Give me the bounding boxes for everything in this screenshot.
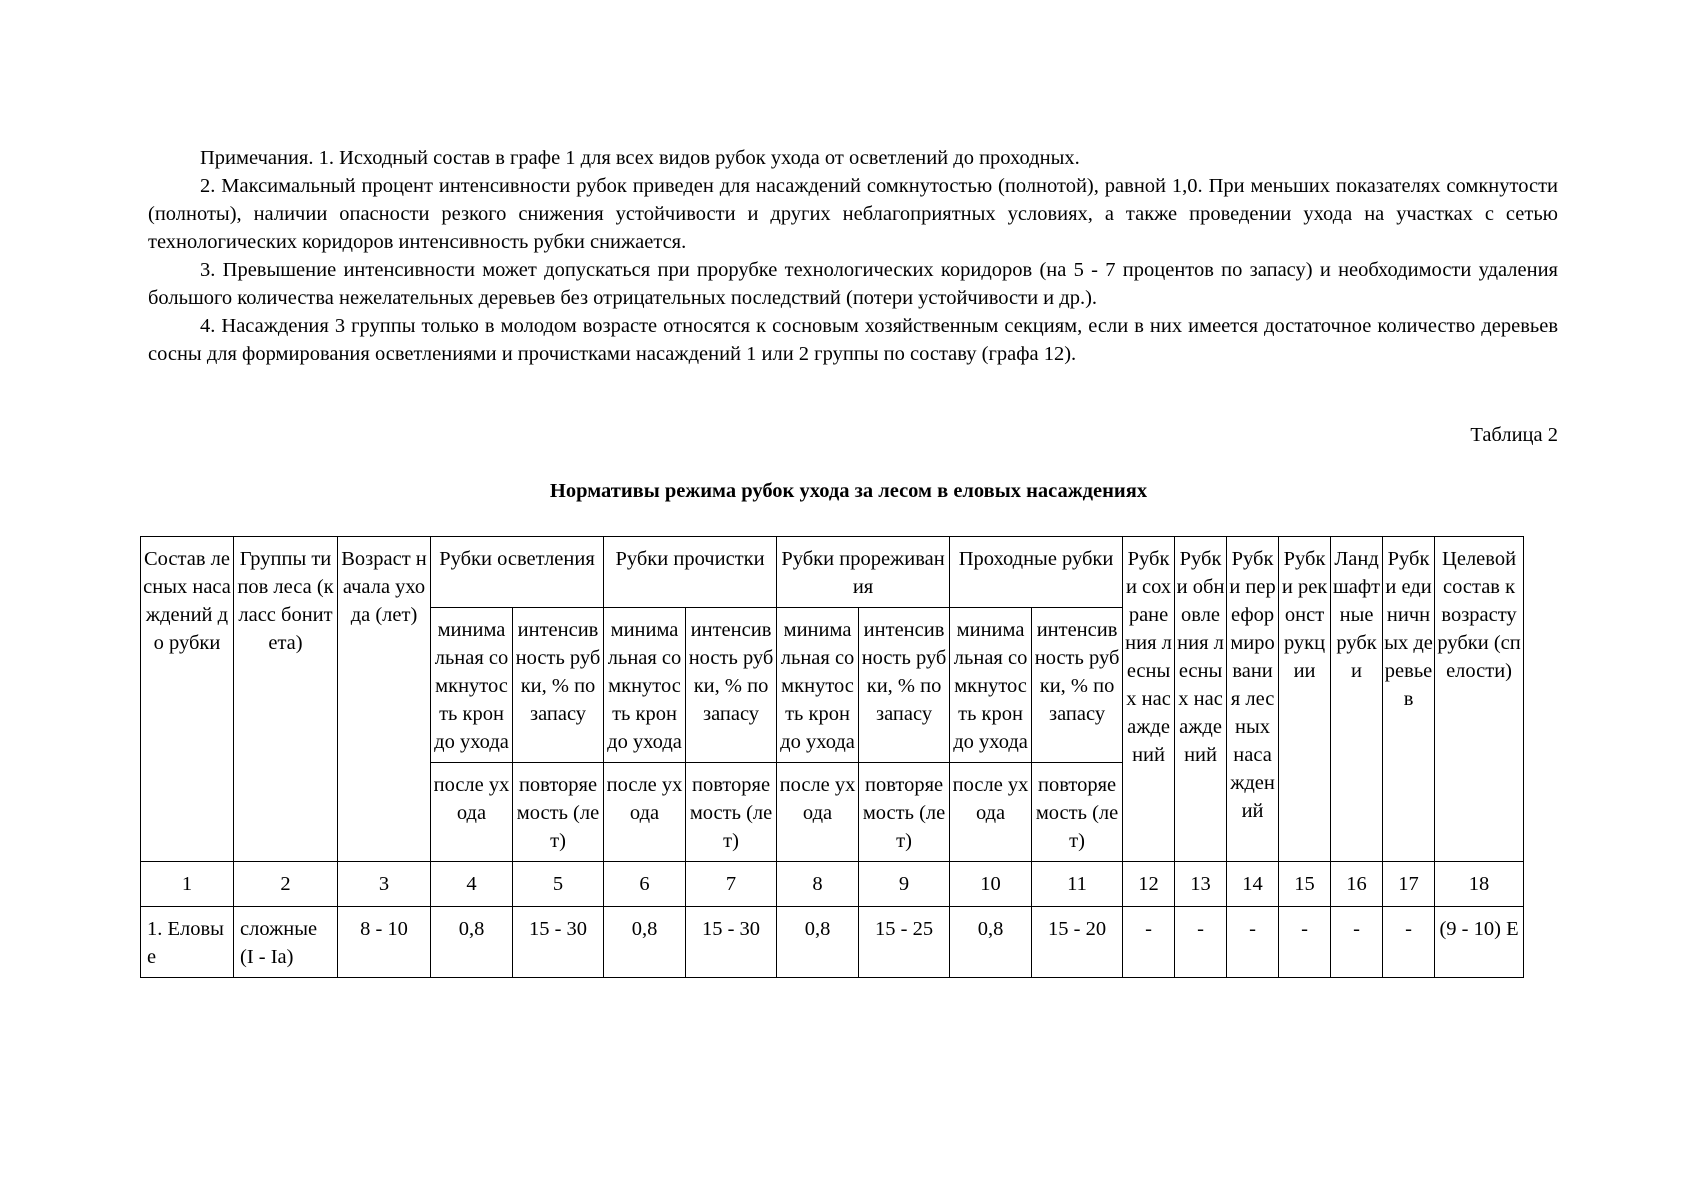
- cell-passing-intensity: 15 - 20: [1032, 907, 1123, 978]
- header-repeat: повторяемость (лет): [513, 763, 604, 862]
- col-number: 9: [859, 862, 950, 907]
- cell-forest-type: сложные (I - Ia): [234, 907, 338, 978]
- note-1: Примечания. 1. Исходный состав в графе 1 для всех видов рубок ухода от осветлений до проходных.: [200, 147, 1080, 169]
- header-min-density: минимальная сомкнутость крон до ухода: [604, 608, 686, 763]
- header-after-care: после ухода: [777, 763, 859, 862]
- cell-composition: 1. Еловые: [141, 907, 234, 978]
- header-landscape: Ландшафтные рубки: [1331, 537, 1383, 862]
- cell-cleaning-density: 0,8: [604, 907, 686, 978]
- cell-reformation: -: [1227, 907, 1279, 978]
- col-number: 16: [1331, 862, 1383, 907]
- header-repeat: повторяемость (лет): [859, 763, 950, 862]
- cell-preservation: -: [1123, 907, 1175, 978]
- header-repeat: повторяемость (лет): [686, 763, 777, 862]
- col-number: 3: [338, 862, 431, 907]
- table-label: Таблица 2: [1470, 424, 1558, 446]
- note-3: 3. Превышение интенсивности может допускаться при прорубке технологических коридоров (на 5 - 7 процентов по запасу) и необходимости удаления большого количества нежелательных деревьев без отрицательных последствий (потери устойчивости и др.).: [148, 259, 1558, 309]
- cell-single-trees: -: [1383, 907, 1435, 978]
- table-row: [141, 907, 1524, 978]
- col-number: 2: [234, 862, 338, 907]
- header-intensity: интенсивность рубки, % по запасу: [1032, 608, 1123, 763]
- header-after-care: после ухода: [431, 763, 513, 862]
- cell-cleaning-intensity: 15 - 30: [686, 907, 777, 978]
- header-group-thinning: Рубки прореживания: [777, 537, 950, 608]
- col-number: 17: [1383, 862, 1435, 907]
- header-row-1: [141, 537, 1524, 608]
- cell-passing-density: 0,8: [950, 907, 1032, 978]
- header-group-passing: Проходные рубки: [950, 537, 1123, 608]
- cell-clearing-intensity: 15 - 30: [513, 907, 604, 978]
- header-forest-type: Группы типов леса (класс бонитета): [234, 537, 338, 862]
- col-number: 8: [777, 862, 859, 907]
- header-min-density: минимальная сомкнутость крон до ухода: [777, 608, 859, 763]
- header-start-age: Возраст начала ухода (лет): [338, 537, 431, 862]
- notes-block: [148, 144, 1558, 368]
- col-number: 13: [1175, 862, 1227, 907]
- col-number: 15: [1279, 862, 1331, 907]
- col-number: 5: [513, 862, 604, 907]
- cell-landscape: -: [1331, 907, 1383, 978]
- cell-thinning-intensity: 15 - 25: [859, 907, 950, 978]
- col-number: 10: [950, 862, 1032, 907]
- header-intensity: интенсивность рубки, % по запасу: [859, 608, 950, 763]
- col-number: 6: [604, 862, 686, 907]
- header-intensity: интенсивность рубки, % по запасу: [686, 608, 777, 763]
- header-group-clearing: Рубки осветления: [431, 537, 604, 608]
- header-reconstruction: Рубки реконструкции: [1279, 537, 1331, 862]
- header-group-cleaning: Рубки прочистки: [604, 537, 777, 608]
- cell-target-composition: (9 - 10) Е: [1435, 907, 1524, 978]
- col-number: 4: [431, 862, 513, 907]
- column-number-row: [141, 862, 1524, 907]
- header-preservation: Рубки сохранения лесных насаждений: [1123, 537, 1175, 862]
- cell-start-age: 8 - 10: [338, 907, 431, 978]
- norms-table: [140, 536, 1524, 978]
- header-after-care: после ухода: [950, 763, 1032, 862]
- header-single-trees: Рубки единичных деревьев: [1383, 537, 1435, 862]
- note-4: 4. Насаждения 3 группы только в молодом возрасте относятся к сосновым хозяйственным секциям, если в них имеется достаточное количество деревьев сосны для формирования осветлениями и прочистками насаждений 1 или 2 группы по составу (графа 12).: [148, 315, 1558, 365]
- cell-thinning-density: 0,8: [777, 907, 859, 978]
- cell-renewal: -: [1175, 907, 1227, 978]
- col-number: 14: [1227, 862, 1279, 907]
- col-number: 18: [1435, 862, 1524, 907]
- header-composition: Состав лесных насаждений до рубки: [141, 537, 234, 862]
- header-renewal: Рубки обновления лесных насаждений: [1175, 537, 1227, 862]
- note-2: 2. Максимальный процент интенсивности рубок приведен для насаждений сомкнутостью (полнотой), равной 1,0. При меньших показателях сомкнутости (полноты), наличии опасности резкого снижения устойчивости и других неблагоприятных условиях, а также проведении ухода на участках с сетью технологических коридоров интенсивность рубки снижается.: [148, 175, 1558, 253]
- header-after-care: после ухода: [604, 763, 686, 862]
- col-number: 7: [686, 862, 777, 907]
- col-number: 12: [1123, 862, 1175, 907]
- col-number: 1: [141, 862, 234, 907]
- cell-reconstruction: -: [1279, 907, 1331, 978]
- header-reformation: Рубки переформирования лесных насаждений: [1227, 537, 1279, 862]
- header-min-density: минимальная сомкнутость крон до ухода: [431, 608, 513, 763]
- header-min-density: минимальная сомкнутость крон до ухода: [950, 608, 1032, 763]
- cell-clearing-density: 0,8: [431, 907, 513, 978]
- table-title: Нормативы режима рубок ухода за лесом в еловых насаждениях: [549, 480, 1148, 502]
- header-target-composition: Целевой состав к возрасту рубки (спелости): [1435, 537, 1524, 862]
- header-intensity: интенсивность рубки, % по запасу: [513, 608, 604, 763]
- col-number: 11: [1032, 862, 1123, 907]
- header-repeat: повторяемость (лет): [1032, 763, 1123, 862]
